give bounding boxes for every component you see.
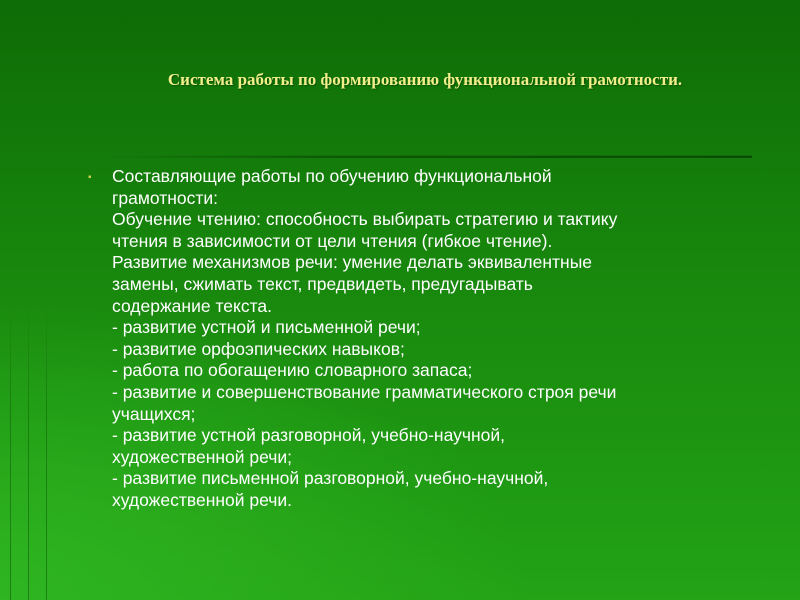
body-line: - развитие орфоэпических навыков;	[112, 338, 405, 359]
decorative-rule	[46, 300, 47, 600]
slide-title: Система работы по формированию функциональной грамотности.	[167, 70, 683, 89]
body-line: - развитие устной разговорной, учебно-научной,	[112, 425, 506, 446]
decorative-rule	[28, 300, 29, 600]
body-line: - работа по обогащению словарного запаса;	[112, 360, 473, 381]
body-line: учащихся;	[112, 403, 196, 424]
body-line: художественной речи.	[112, 489, 293, 510]
body-line: грамотности:	[112, 187, 219, 208]
body-line: - развитие устной и письменной речи;	[112, 317, 421, 338]
body-line: художественной речи;	[112, 446, 293, 467]
body-line: Развитие механизмов речи: умение делать эквивалентные	[112, 252, 593, 273]
bullet-marker-icon: ▪	[88, 172, 92, 183]
body-line: Составляющие работы по обучению функциональной	[112, 166, 552, 186]
decorative-rule	[10, 300, 11, 600]
body-line: - развитие и совершенствование грамматического строя речи	[112, 381, 617, 402]
decorative-rule	[100, 156, 752, 158]
body-line: содержание текста.	[112, 295, 273, 316]
body-line: Обучение чтению: способность выбирать стратегию и тактику	[112, 209, 618, 230]
body-line: - развитие письменной разговорной, учебно-научной,	[112, 468, 549, 489]
body-line: замены, сжимать текст, предвидеть, предугадывать	[112, 273, 533, 294]
body-text	[112, 166, 772, 512]
body-line: чтения в зависимости от цели чтения (гибкое чтение).	[112, 230, 553, 251]
